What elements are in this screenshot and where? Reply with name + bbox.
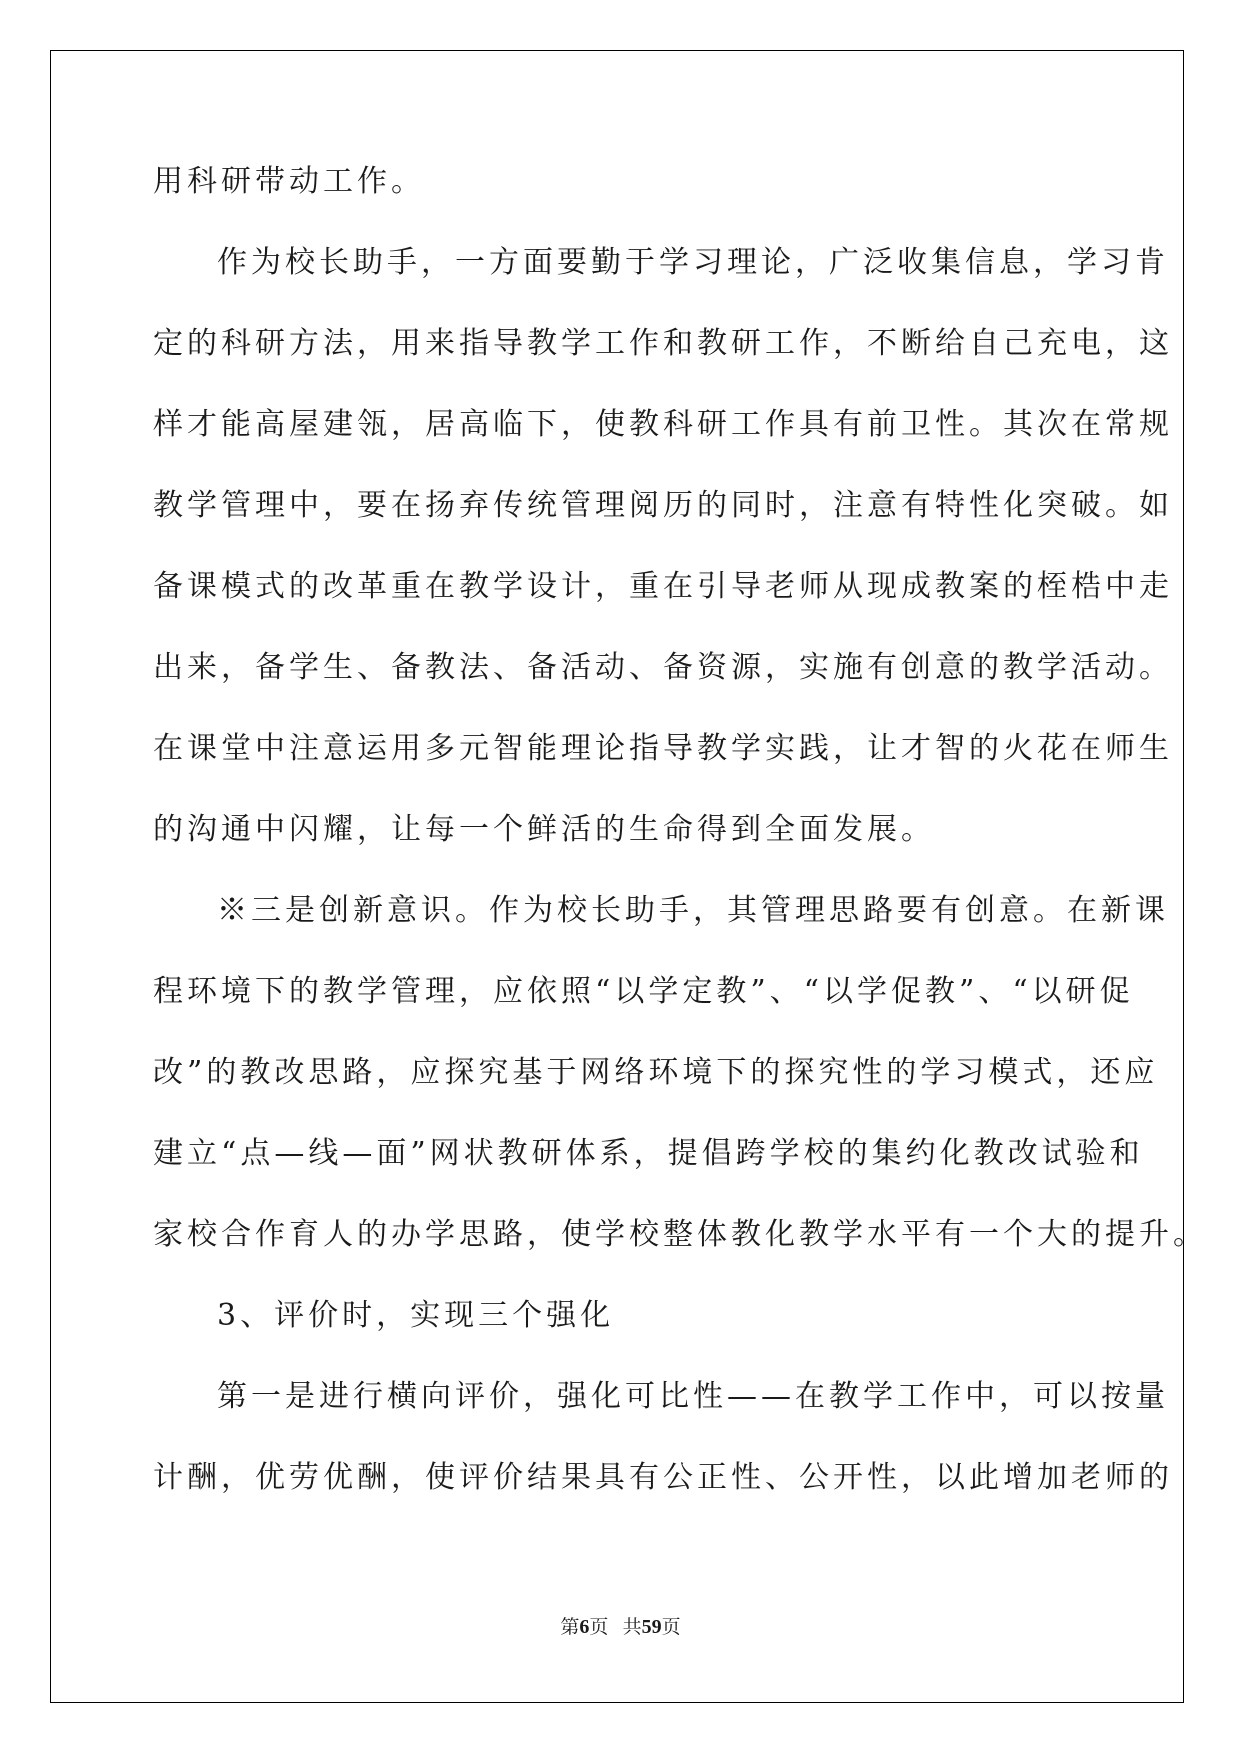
text-line: 程环境下的教学管理，应依照“以学定教”、“以学促教”、“以研促 bbox=[153, 974, 1134, 1009]
text-line: 计酬，优劳优酬，使评价结果具有公正性、公开性，以此增加老师的 bbox=[153, 1460, 1173, 1495]
text-line: 3、评价时，实现三个强化 bbox=[217, 1298, 615, 1333]
text-line: 教学管理中，要在扬弃传统管理阅历的同时，注意有特性化突破。如 bbox=[153, 488, 1173, 523]
body-text bbox=[153, 162, 1207, 1539]
text-line: 备课模式的改革重在教学设计，重在引导老师从现成教案的桎梏中走 bbox=[153, 569, 1173, 604]
text-line: ※三是创新意识。作为校长助手，其管理思路要有创意。在新课 bbox=[217, 893, 1169, 928]
footer-total-prefix: 共 bbox=[622, 1617, 642, 1638]
text-line: 在课堂中注意运用多元智能理论指导教学实践，让才智的火花在师生 bbox=[153, 731, 1173, 766]
current-page-number: 6 bbox=[579, 1616, 590, 1638]
text-line: 样才能高屋建瓴，居高临下，使教科研工作具有前卫性。其次在常规 bbox=[153, 407, 1173, 442]
text-line: 定的科研方法，用来指导教学工作和教研工作，不断给自己充电，这 bbox=[153, 326, 1173, 361]
text-line: 用科研带动工作。 bbox=[153, 164, 425, 199]
text-line: 的沟通中闪耀，让每一个鲜活的生命得到全面发展。 bbox=[153, 812, 935, 847]
text-line: 建立“点—线—面”网状教研体系，提倡跨学校的集约化教改试验和 bbox=[153, 1136, 1144, 1171]
text-line: 出来，备学生、备教法、备活动、备资源，实施有创意的教学活动。 bbox=[153, 650, 1173, 685]
footer-prefix: 第 bbox=[560, 1617, 580, 1638]
page-footer bbox=[0, 1612, 1241, 1639]
text-line: 改”的教改思路，应探究基于网络环境下的探究性的学习模式，还应 bbox=[153, 1055, 1159, 1090]
total-pages-number: 59 bbox=[641, 1616, 662, 1638]
footer-total-unit: 页 bbox=[661, 1617, 681, 1638]
text-line: 家校合作育人的办学思路，使学校整体教化教学水平有一个大的提升。 bbox=[153, 1217, 1207, 1252]
text-line: 作为校长助手，一方面要勤于学习理论，广泛收集信息，学习肯 bbox=[217, 245, 1169, 280]
footer-page-unit: 页 bbox=[589, 1617, 609, 1638]
text-line: 第一是进行横向评价，强化可比性——在教学工作中，可以按量 bbox=[217, 1379, 1169, 1414]
